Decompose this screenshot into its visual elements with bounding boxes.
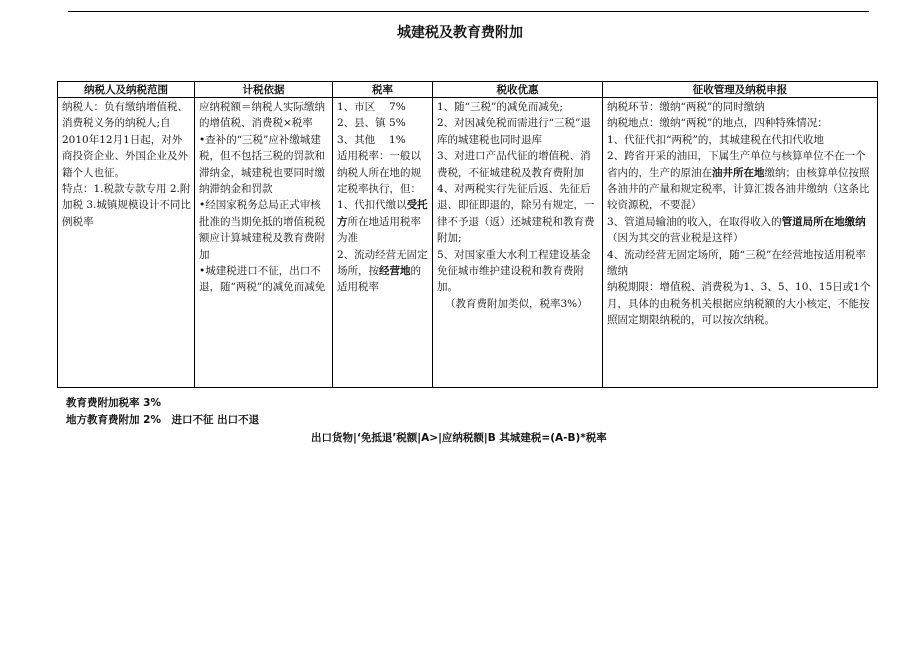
cell-tax-rate [333,98,433,388]
admin-case-1: 1、代征代扣“两税”的，其城建税在代扣代收地 [607,133,824,146]
cell-taxpayer-scope [58,98,195,388]
rate-item-withholding: 1、代扣代缴以受托方所在地适用税率为准 [337,199,428,245]
relief-item-5: 5、对国家重大水利工程建设基金免征城市维护建设税和教育费附加。 [437,248,591,294]
basis-formula: 应纳税额＝纳税人实际缴纳的增值税、消费税×税率 [199,101,325,130]
rate-applicable-intro: 适用税率：一般以纳税人所在地的规定税率执行，但： [337,150,421,196]
relief-item-3: 3、对进口产品代征的增值税、消费税，不征城建税及教育费附加 [437,150,591,179]
admin-link: 纳税环节：缴纳“两税”的同时缴纳 [607,101,765,113]
relief-item-4: 4、对两税实行先征后返、先征后退、即征即退的，除另有规定，一律不予退（返）还城建税和教育费附加; [437,183,595,245]
header-tax-rate: 税率 [333,82,433,98]
admin-case-4: 4、流动经营无固定场所，随“三税”在经营地按适用税率缴纳 [607,248,866,278]
relief-note: （教育费附加类似，税率3%） [445,297,588,310]
table-header-row [58,82,878,98]
cell-tax-relief [433,98,603,388]
basis-import-export: •城建税进口不征，出口不退，随“两税”的减免而减免 [199,265,326,294]
rate-item-mobile-business: 2、流动经营无固定场所，按经营地的适用税率 [337,248,428,294]
admin-case-3: 3、管道局输油的收入，在取得收入的管道局所在地缴纳（因为其交的营业税是这样） [607,215,866,245]
admin-case-2: 2、跨省开采的油田，下属生产单位与核算单位不在一个省内的，生产的原油在油井所在地缴纳；由核算单位按照各油井的产量和规定税率，计算汇拨各油井缴纳（这条比较资源税，不要混） [607,150,870,212]
top-rule [68,11,869,12]
cell-administration [603,98,878,388]
header-taxpayer-scope: 纳税人及纳税范围 [58,82,195,98]
note-local-edu: 地方教育费附加 2% 进口不征 出口不退 [66,414,260,426]
cell-tax-basis [195,98,333,388]
basis-supplement: •查补的“三税”应补缴城建税，但不包括三税的罚款和滞纳金，城建税也要同时缴纳滞纳金和罚款 [199,133,325,196]
note-edu-rate: 教育费附加税率 3% [66,397,161,409]
header-administration: 征收管理及纳税申报 [603,82,878,98]
scope-taxpayer: 纳税人：负有缴纳增值税、消费税义务的纳税人;自2010年12月1日起，对外商投资企业、外国企业及外籍个人也征。 [62,101,188,179]
rate-county: 2、县、镇 5% [337,117,406,130]
tax-table [57,81,878,388]
page-title: 城建税及教育费附加 [397,25,523,41]
header-tax-basis: 计税依据 [195,82,333,98]
relief-item-2: 2、对因减免税而需进行“三税”退库的城建税也同时退库 [437,117,591,146]
scope-features: 特点：1.税款专款专用 2.附加税 3.城镇规模设计不同比例税率 [62,183,191,228]
admin-place: 纳税地点：缴纳“两税”的地点，四种特殊情况： [607,117,828,130]
rate-other: 3、其他 1% [337,133,406,146]
table-row [58,98,878,388]
relief-item-1: 1、随“三税”的减免而减免; [437,101,563,113]
header-tax-relief: 税收优惠 [433,82,603,98]
rate-urban: 1、市区 7% [337,101,406,113]
note-export-formula: 出口货物|‘免抵退’税额|A>|应纳税额|B 其城建税=(A-B)*税率 [311,432,607,444]
basis-exempt-credit: •经国家税务总局正式审核批准的当期免抵的增值税税额应计算城建税及教育费附加 [199,199,325,261]
admin-period: 纳税期限：增值税、消费税为1、3、5、10、15日或1个月，具体的由税务机关根据应纳税额的大小核定，不能按照固定期限纳税的，可以按次纳税。 [607,281,871,327]
